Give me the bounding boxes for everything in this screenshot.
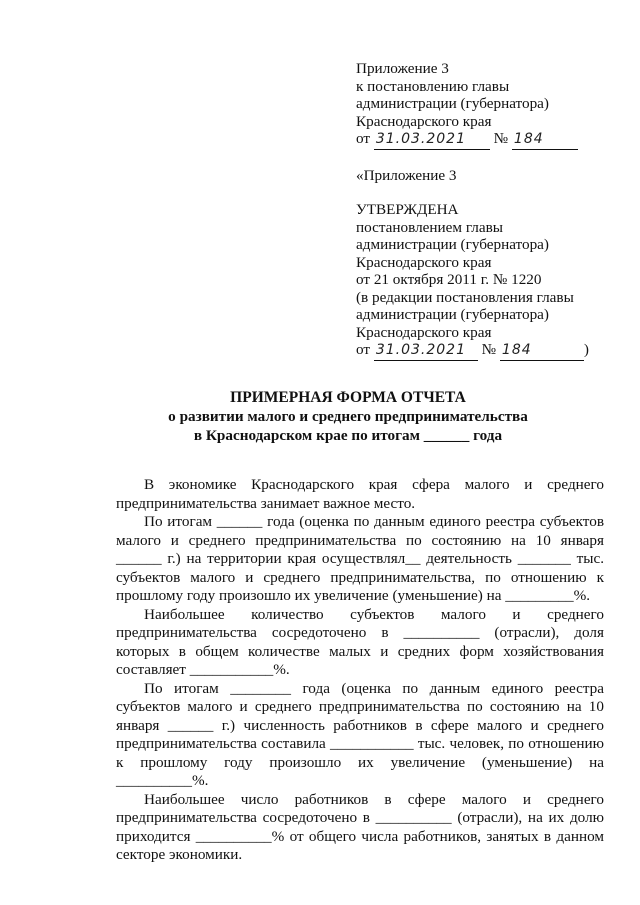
appendix-line: к постановлению главы <box>356 77 510 95</box>
approved-line: администрации (губернатора) <box>356 306 549 323</box>
approved-line: администрации (губернатора) <box>356 236 549 253</box>
handwritten-date: 31.03.2021 <box>375 131 466 147</box>
number-field <box>512 130 578 150</box>
approved-line: Краснодарского края <box>356 323 492 341</box>
number-field <box>500 341 584 361</box>
handwritten-number: 184 <box>513 131 544 147</box>
approved-line: от 21 октября 2011 г. № 1220 <box>356 271 542 288</box>
title-line: о развитии малого и среднего предпринимательства <box>168 408 528 425</box>
approved-line: (в редакции постановления главы <box>356 288 574 306</box>
appendix-quote-line: «Приложение 3 <box>356 166 457 184</box>
body-paragraph: Наибольшее число работников в сфере малого и среднего предпринимательства сосредоточено в __________ (отрасли), на их долю приходится __________% от общего числа работников, занятых в данном секторе экономики. <box>116 790 604 863</box>
appendix-line: Краснодарского края <box>356 112 492 130</box>
title-line: в Краснодарском крае по итогам ______ года <box>193 427 503 444</box>
number-prefix: № <box>493 130 509 147</box>
body-paragraph: Наибольшее количество субъектов малого и среднего предпринимательства сосредоточено в __________ (отрасли), доля которых в общем количестве малых и средних форм хозяйствования составляет ___________%. <box>116 605 604 678</box>
approved-heading: УТВЕРЖДЕНА <box>356 201 459 218</box>
handwritten-number: 184 <box>501 342 532 358</box>
handwritten-date: 31.03.2021 <box>375 342 466 358</box>
body-paragraph: В экономике Краснодарского края сфера малого и среднего предпринимательства занимает важное место. <box>116 476 604 512</box>
date-field <box>374 341 478 361</box>
closing-paren: ) <box>583 341 589 358</box>
title-line-main: ПРИМЕРНАЯ ФОРМА ОТЧЕТА <box>230 389 466 406</box>
date-prefix: от <box>356 130 371 147</box>
appendix-line: администрации (губернатора) <box>356 95 549 112</box>
appendix-header <box>356 60 626 361</box>
date-prefix: от <box>356 341 371 358</box>
approved-date-line <box>356 341 626 361</box>
appendix-date-line <box>356 130 626 150</box>
approved-line: постановлением главы <box>356 218 503 236</box>
appendix-line: Приложение 3 <box>356 60 449 77</box>
body-paragraph: По итогам ______ года (оценка по данным единого реестра субъектов малого и среднего предпринимательства по состоянию на 10 января ______ г.) на территории края осуществлял__ деятельность _______ тыс. субъектов малого и среднего предпринимательства, по отношению к прошлому году произошло их увеличение (уменьшение) на _________%. <box>116 513 604 604</box>
number-prefix: № <box>481 341 497 358</box>
document-title <box>130 388 566 445</box>
approved-line: Краснодарского края <box>356 253 492 271</box>
body-paragraph: По итогам ________ года (оценка по данным единого реестра субъектов малого и среднего предпринимательства по состоянию на 10 января ______ г.) численность работников в сфере малого и среднего предпринимательства составила ___________ тыс. человек, по отношению к прошлому году произошло их увеличение (уменьшение) на __________%. <box>116 679 604 789</box>
date-field <box>374 130 490 150</box>
document-body <box>116 476 604 865</box>
